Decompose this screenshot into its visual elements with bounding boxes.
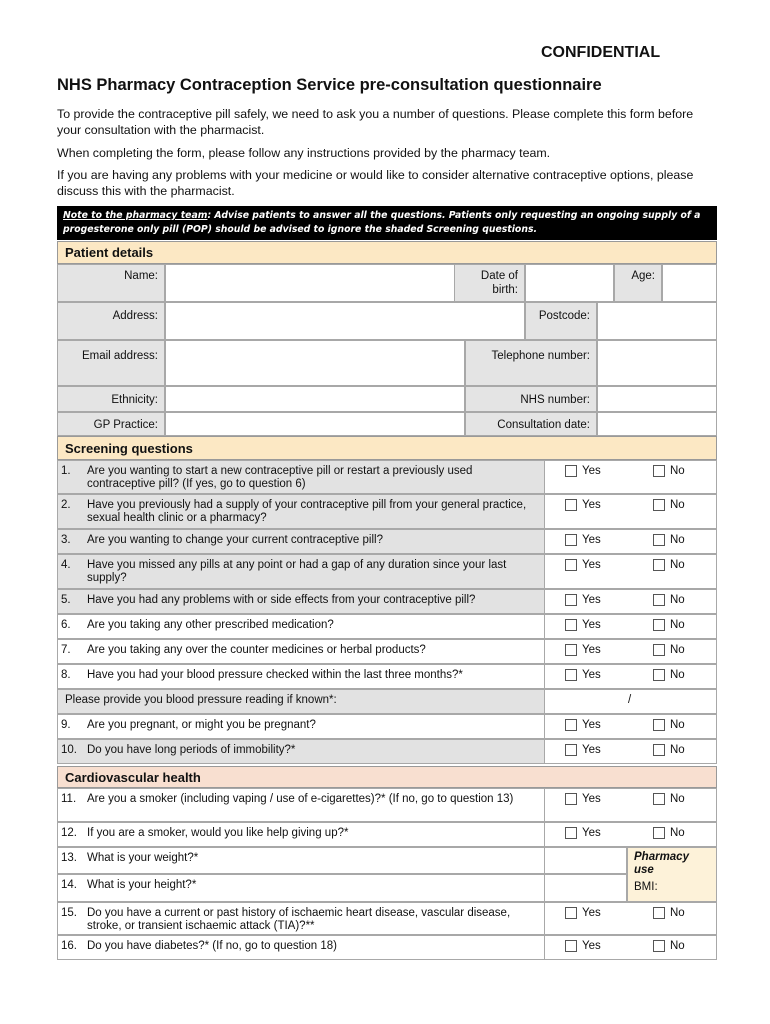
checkbox-icon[interactable] [565,940,577,952]
question-number: 7. [61,644,71,656]
yes-option[interactable] [565,827,601,839]
question-text: Are you taking any other prescribed medication? [87,619,334,631]
no-label: No [670,940,685,952]
screening-heading: Screening questions [57,436,717,460]
no-option[interactable] [653,465,685,477]
yes-label: Yes [582,594,601,606]
consultation-date-label: Consultation date: [465,412,597,436]
pharmacy-use-box [627,847,717,902]
confidential-label: CONFIDENTIAL [541,44,661,61]
yes-option[interactable] [565,669,601,681]
question-1 [57,460,544,494]
checkbox-icon[interactable] [653,594,665,606]
yes-option[interactable] [565,644,601,656]
bmi-label: BMI: [634,881,658,893]
question-text: Are you wanting to start a new contraceptive pill or restart a previously used contraceptive pill? (If yes, go to question 6) [87,465,473,490]
question-text: Have you previously had a supply of your contraceptive pill from your general practice, sexual health clinic or a pharmacy? [87,499,527,524]
no-option[interactable] [653,719,685,731]
yes-label: Yes [582,559,601,571]
yes-label: Yes [582,499,601,511]
no-label: No [670,594,685,606]
blood-pressure-field[interactable] [544,689,717,714]
note-label: Note to the pharmacy team [63,210,208,221]
question-text: Have you missed any pills at any point or had a gap of any duration since your last supply? [87,559,507,584]
question-number: 11. [61,793,77,805]
no-option[interactable] [653,619,685,631]
yes-option[interactable] [565,744,601,756]
question-10 [57,739,544,764]
dob-field[interactable] [525,264,614,302]
checkbox-icon[interactable] [653,619,665,631]
question-text: What is your weight?* [87,852,199,864]
checkbox-icon[interactable] [653,644,665,656]
nhs-number-label: NHS number: [465,386,597,412]
yes-option[interactable] [565,793,601,805]
yes-option[interactable] [565,594,601,606]
question-8 [57,664,544,689]
question-5 [57,589,544,614]
question-number: 12. [61,827,77,839]
yes-label: Yes [582,619,601,631]
question-9 [57,714,544,739]
no-option[interactable] [653,793,685,805]
checkbox-icon[interactable] [565,465,577,477]
no-label: No [670,559,685,571]
address-label: Address: [57,302,165,340]
address-field[interactable] [165,302,525,340]
yes-option[interactable] [565,940,601,952]
no-label: No [670,499,685,511]
question-4 [57,554,544,589]
checkbox-icon[interactable] [653,534,665,546]
postcode-field[interactable] [597,302,717,340]
checkbox-icon[interactable] [653,827,665,839]
yes-option[interactable] [565,534,601,546]
checkbox-icon[interactable] [565,619,577,631]
no-label: No [670,644,685,656]
answer-7 [544,639,717,664]
question-number: 16. [61,940,77,952]
question-text: Are you pregnant, or might you be pregnant? [87,719,316,731]
checkbox-icon[interactable] [565,719,577,731]
question-text: Are you wanting to change your current contraceptive pill? [87,534,383,546]
question-13 [57,847,544,874]
question-number: 15. [61,907,77,919]
answer-9 [544,714,717,739]
consultation-date-field[interactable] [597,412,717,436]
no-option[interactable] [653,744,685,756]
answer-3 [544,529,717,554]
no-option[interactable] [653,594,685,606]
yes-label: Yes [582,669,601,681]
question-number: 2. [61,499,71,511]
checkbox-icon[interactable] [653,744,665,756]
answer-1 [544,460,717,494]
answer-8 [544,664,717,689]
checkbox-icon[interactable] [653,793,665,805]
question-text: Do you have a current or past history of ischaemic heart disease, vascular disease, stroke, or transient ischaemic attack (TIA)?** [87,907,511,932]
answer-15 [544,902,717,935]
blood-pressure-separator: / [628,694,632,706]
no-label: No [670,669,685,681]
ethnicity-field[interactable] [165,386,465,412]
intro-paragraph-1: To provide the contraceptive pill safely, we need to ask you a number of questions. Please complete this form before your consultation with the pharmacist. [57,107,694,137]
note-text: : Advise patients to answer all the questions. Patients only requesting an ongoing supply of a progesterone only pill (POP) should be advised to ignore the shaded Screening questions. [63,210,701,235]
question-number: 10. [61,744,77,756]
email-field[interactable] [165,340,465,386]
question-text: What is your height?* [87,879,197,891]
no-option[interactable] [653,534,685,546]
yes-option[interactable] [565,559,601,571]
no-option[interactable] [653,559,685,571]
question-14 [57,874,544,902]
yes-label: Yes [582,907,601,919]
question-number: 6. [61,619,71,631]
yes-label: Yes [582,827,601,839]
question-2 [57,494,544,529]
yes-option[interactable] [565,499,601,511]
question-11 [57,788,544,822]
question-text: Do you have long periods of immobility?* [87,744,296,756]
email-label: Email address: [57,340,165,386]
question-number: 1. [61,465,71,477]
checkbox-icon[interactable] [565,669,577,681]
yes-option[interactable] [565,907,601,919]
question-number: 14. [61,879,77,891]
question-3 [57,529,544,554]
telephone-field[interactable] [597,340,717,386]
no-label: No [670,465,685,477]
yes-label: Yes [582,793,601,805]
blood-pressure-prompt: Please provide you blood pressure reading if known*: [57,689,544,714]
yes-option[interactable] [565,719,601,731]
yes-label: Yes [582,940,601,952]
checkbox-icon[interactable] [565,793,577,805]
checkbox-icon[interactable] [565,559,577,571]
yes-label: Yes [582,465,601,477]
telephone-label: Telephone number: [465,340,597,386]
answer-6 [544,614,717,639]
checkbox-icon[interactable] [565,744,577,756]
checkbox-icon[interactable] [565,644,577,656]
yes-option[interactable] [565,619,601,631]
no-label: No [670,744,685,756]
answer-4 [544,554,717,589]
question-number: 3. [61,534,71,546]
answer-12 [544,822,717,847]
yes-label: Yes [582,534,601,546]
patient-details-heading: Patient details [57,241,717,264]
postcode-label: Postcode: [525,302,597,340]
checkbox-icon[interactable] [565,594,577,606]
answer-10 [544,739,717,764]
age-field[interactable] [662,264,717,302]
question-number: 13. [61,852,77,864]
weight-field[interactable] [544,847,627,874]
checkbox-icon[interactable] [653,669,665,681]
question-text: Are you taking any over the counter medicines or herbal products? [87,644,426,656]
question-number: 5. [61,594,71,606]
question-number: 4. [61,559,71,571]
question-text: If you are a smoker, would you like help giving up?* [87,827,349,839]
no-option[interactable] [653,644,685,656]
yes-label: Yes [582,719,601,731]
answer-2 [544,494,717,529]
question-7 [57,639,544,664]
checkbox-icon[interactable] [565,907,577,919]
no-option[interactable] [653,669,685,681]
no-label: No [670,619,685,631]
question-text: Are you a smoker (including vaping / use of e-cigarettes)?* (If no, go to question 13) [87,793,514,805]
checkbox-icon[interactable] [565,827,577,839]
no-option[interactable] [653,827,685,839]
question-6 [57,614,544,639]
checkbox-icon[interactable] [653,907,665,919]
checkbox-icon[interactable] [653,719,665,731]
question-16 [57,935,544,960]
answer-11 [544,788,717,822]
question-text: Have you had any problems with or side effects from your contraceptive pill? [87,594,476,606]
cardiovascular-heading: Cardiovascular health [57,766,717,788]
nhs-number-field[interactable] [597,386,717,412]
gp-practice-field[interactable] [165,412,465,436]
name-label: Name: [57,264,165,302]
question-12 [57,822,544,847]
no-label: No [670,827,685,839]
no-option[interactable] [653,907,685,919]
dob-label: Date of birth: [454,264,525,302]
intro-paragraph-3: If you are having any problems with your medicine or would like to consider alternative contraceptive options, please discuss this with the pharmacist. [57,168,694,198]
checkbox-icon[interactable] [565,499,577,511]
checkbox-icon[interactable] [653,559,665,571]
no-label: No [670,793,685,805]
page-title: NHS Pharmacy Contraception Service pre-consultation questionnaire [57,76,602,94]
question-number: 8. [61,669,71,681]
no-option[interactable] [653,499,685,511]
gp-practice-label: GP Practice: [57,412,165,436]
no-option[interactable] [653,940,685,952]
no-label: No [670,907,685,919]
intro-paragraph-2: When completing the form, please follow any instructions provided by the pharmacy team. [57,146,551,160]
checkbox-icon[interactable] [653,499,665,511]
checkbox-icon[interactable] [653,465,665,477]
age-label: Age: [614,264,662,302]
question-15 [57,902,544,935]
pharmacy-team-note [57,206,717,240]
pharmacy-use-label: Pharmacy use [634,851,689,876]
question-text: Do you have diabetes?* (If no, go to question 18) [87,940,337,952]
no-label: No [670,719,685,731]
checkbox-icon[interactable] [653,940,665,952]
yes-label: Yes [582,644,601,656]
no-label: No [670,534,685,546]
answer-16 [544,935,717,960]
answer-5 [544,589,717,614]
yes-option[interactable] [565,465,601,477]
checkbox-icon[interactable] [565,534,577,546]
yes-label: Yes [582,744,601,756]
ethnicity-label: Ethnicity: [57,386,165,412]
question-text: Have you had your blood pressure checked within the last three months?* [87,669,463,681]
height-field[interactable] [544,874,627,902]
question-number: 9. [61,719,71,731]
